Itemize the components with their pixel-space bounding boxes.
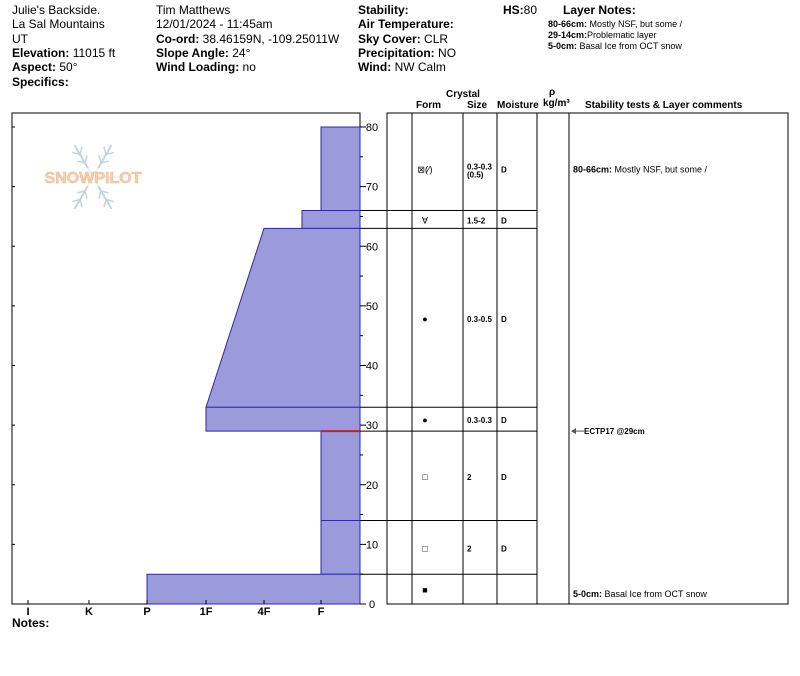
snowpilot-logo xyxy=(34,145,155,209)
slope-value: 24° xyxy=(232,46,251,60)
hardness-layer-bar xyxy=(302,210,360,228)
height-tick-label: 80 xyxy=(365,122,379,134)
snowflake-branch xyxy=(104,147,106,155)
crystal-size: 0.3-0.5 xyxy=(467,314,492,324)
crystal-form-symbol: ⊠(⁄) xyxy=(417,164,433,175)
snowflake-branch xyxy=(80,200,82,208)
height-tick-label: 30 xyxy=(365,420,379,433)
hardness-tick-label: I xyxy=(26,606,30,618)
layer-table-frame xyxy=(387,113,788,604)
crystal-size: 0.3-0.3 xyxy=(467,162,492,172)
hardness-tick-label: F xyxy=(317,606,325,618)
logo-text: SNOWPILOT xyxy=(44,170,142,187)
layer-comment: 5-0cm: Basal Ice from OCT snow xyxy=(573,589,707,599)
layer-note-depth: 5-0cm: xyxy=(548,41,578,51)
crystal-size: 1.5-2 xyxy=(467,216,486,226)
elevation-value: 11015 ft xyxy=(72,46,116,60)
header-moisture: Moisture xyxy=(497,100,539,111)
height-tick-label: 20 xyxy=(365,479,379,492)
state-name: UT xyxy=(12,32,28,46)
stability-label: Stability: xyxy=(358,3,409,17)
snowflake-branch xyxy=(80,147,82,155)
elevation-label: Elevation: xyxy=(12,46,70,60)
wind-loading-value: no xyxy=(242,60,256,74)
height-tick-label: 10 xyxy=(365,539,379,552)
snowflake-branch xyxy=(104,200,106,208)
height-tick-label: 40 xyxy=(365,360,379,373)
height-tick-label: 0 xyxy=(368,599,376,611)
snowflake-branch xyxy=(85,191,87,199)
header-size: Size xyxy=(467,100,488,111)
height-tick-label: 60 xyxy=(365,241,379,254)
snowflake-branch xyxy=(85,155,87,163)
crystal-form-symbol: □ xyxy=(422,471,428,482)
hardness-tick-label: K xyxy=(85,606,93,618)
hardness-tick-label: P xyxy=(143,606,151,618)
hardness-layer-bar xyxy=(321,431,360,520)
layer-notes-label: Layer Notes: xyxy=(563,3,636,17)
header-rho: ρ xyxy=(549,87,556,98)
hardness-tick-label: 1F xyxy=(199,606,213,618)
crystal-size: 0.3-0.3 xyxy=(467,416,492,426)
layer-note-depth: 80-66cm: xyxy=(548,19,588,29)
hardness-layer-bar xyxy=(321,521,360,575)
header-rho-unit: kg/m³ xyxy=(543,98,570,109)
snowflake-branch xyxy=(99,155,101,163)
hardness-tick-label: 4F xyxy=(257,606,271,618)
crystal-form-symbol: ● xyxy=(422,415,428,426)
hardness-layer-bar xyxy=(206,407,360,431)
range-name: La Sal Mountains xyxy=(12,17,105,31)
header-crystal: Crystal xyxy=(446,89,480,100)
crystal-size: 2 xyxy=(467,544,472,554)
moisture-value: D xyxy=(501,216,507,226)
height-tick-label: 70 xyxy=(365,181,379,194)
hardness-layer-bar xyxy=(147,574,360,604)
header-comments: Stability tests & Layer comments xyxy=(585,100,743,111)
moisture-value: D xyxy=(501,472,507,482)
hs-label: HS: xyxy=(503,3,524,17)
notes-label: Notes: xyxy=(12,616,50,630)
moisture-value: D xyxy=(501,544,507,554)
air-temp-label: Air Temperature: xyxy=(358,17,454,31)
hardness-layer-bar xyxy=(206,228,360,407)
wind-value: NW Calm xyxy=(394,60,446,74)
crystal-form-symbol: ∀ xyxy=(421,215,429,226)
header-form: Form xyxy=(416,100,441,111)
crystal-form-symbol: ● xyxy=(422,313,428,324)
precip-label: Precipitation: xyxy=(358,46,435,60)
sky-value: CLR xyxy=(424,32,449,46)
crystal-size: (0.5) xyxy=(467,170,484,180)
layer-note-text: Problematic layer xyxy=(587,30,657,40)
crystal-size: 2 xyxy=(467,472,472,482)
sky-label: Sky Cover: xyxy=(358,32,421,46)
hs-value: 80 xyxy=(523,3,538,17)
aspect-label: Aspect: xyxy=(12,60,57,74)
hardness-layer-bar xyxy=(321,127,360,210)
observer: Tim Matthews xyxy=(156,3,231,17)
layer-note-depth: 29-14cm: xyxy=(548,30,588,40)
precip-value: NO xyxy=(438,46,457,60)
specifics-label: Specifics: xyxy=(12,75,69,89)
layer-note-text: Basal Ice from OCT snow xyxy=(579,41,682,51)
crystal-form-symbol: ■ xyxy=(422,585,428,596)
coord-label: Co-ord: xyxy=(156,32,200,46)
moisture-value: D xyxy=(501,416,507,426)
wind-label: Wind: xyxy=(358,60,392,74)
stability-test-arrowhead xyxy=(571,428,576,434)
layer-note-text: Mostly NSF, but some / xyxy=(589,19,683,29)
stability-test-label: ECTP17 @29cm xyxy=(584,427,645,437)
aspect-value: 50° xyxy=(59,60,78,74)
site-name: Julie's Backside. xyxy=(12,3,101,17)
crystal-form-symbol: □ xyxy=(422,543,428,554)
snowflake-branch xyxy=(99,191,101,199)
slope-label: Slope Angle: xyxy=(156,46,229,60)
datetime: 12/01/2024 - 11:45am xyxy=(156,17,273,31)
moisture-value: D xyxy=(501,314,507,324)
height-tick-label: 50 xyxy=(365,300,379,313)
coord-value: 38.46159N, -109.25011W xyxy=(202,32,340,46)
moisture-value: D xyxy=(501,165,507,175)
wind-loading-label: Wind Loading: xyxy=(156,60,240,74)
layer-comment: 80-66cm: Mostly NSF, but some / xyxy=(573,164,708,175)
